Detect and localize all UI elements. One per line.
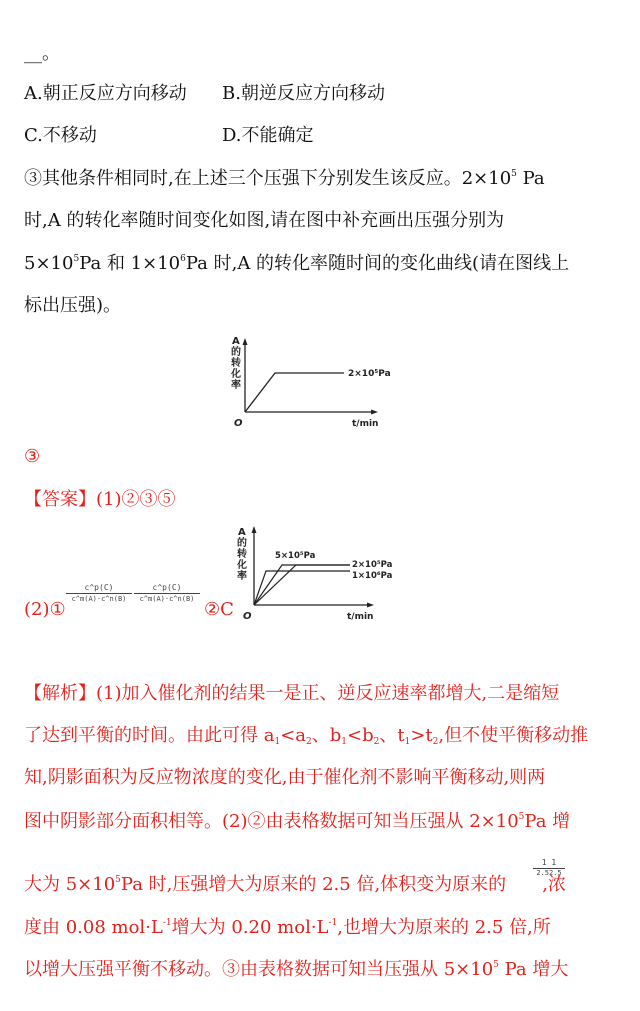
q3-line-2: 时,A 的转化率随时间变化如图,请在图中补充画出压强分别为 (24, 210, 505, 231)
answer-marker: ③ (24, 446, 41, 467)
blank-line: __。 (24, 43, 60, 64)
y-label-char: 率 (237, 571, 247, 582)
origin-label: O (234, 418, 243, 429)
curve-2e5 (245, 373, 344, 412)
x-axis-arrow (371, 410, 378, 415)
q3-line-1: ③其他条件相同时,在上述三个压强下分别发生该反应。$2\times 10^5$ Pa (24, 168, 545, 189)
curve-label-5e5: 5×10⁵Pa (275, 551, 316, 561)
answer-part2-suffix: ②C (204, 599, 234, 620)
analysis-line-1: 【解析】(1)加入催化剂的结果一是正、逆反应速率都增大,二是缩短 (24, 683, 560, 704)
q3-line-4: 标出压强)。 (24, 295, 122, 316)
fraction-one-over-two-point-five: $\frac{1 1}{2.52.5}$ (533, 858, 565, 878)
conversion-graph-answer (232, 524, 392, 628)
answer-part2-prefix: (2)① (24, 599, 66, 620)
analysis-line-6: 度由 0.08 $mol\cdot L^{-1}$增大为 0.20 $mol\cdot L^{-1}$,也增大为原来的 2.5 倍,所 (24, 917, 551, 938)
analysis-line-4: 图中阴影部分面积相等。(2)②由表格数据可知当压强从 $2\times 10^5Pa$ 增 (24, 811, 571, 832)
analysis-line-3: 知,阴影面积为反应物浓度的变化,由于催化剂不影响平衡移动,则两 (24, 767, 546, 788)
curve-1e6 (254, 571, 350, 605)
curve-label-2e5: 2×10⁵Pa (352, 560, 392, 570)
analysis-line-5: 大为 $5\times 10^5Pa$ 时,压强增大为原来的 2.5 倍,体积变为原来的 ,浓 (24, 874, 566, 895)
conversion-graph-question (226, 336, 396, 436)
curve-label-1e6: 1×10⁶Pa (352, 571, 392, 581)
y-label-char: 化 (237, 560, 247, 571)
equilibrium-constant-expression-1: $\frac{c\^{}p(C)}{c\^{}m(A)\cdot c\^{}n(B)}$ (66, 583, 132, 604)
y-label-char: 的 (231, 347, 241, 358)
option-c: C.不移动 (24, 125, 97, 146)
y-label-char: 转 (231, 358, 241, 369)
option-b: B.朝逆反应方向移动 (222, 83, 385, 104)
y-axis-arrow (252, 526, 257, 533)
option-d: D.不能确定 (222, 125, 314, 146)
analysis-line-7: 以增大压强平衡不移动。③由表格数据可知当压强从 $5\times 10^5$ Pa 增大 (24, 959, 569, 980)
q3-line-3: $5\times 10^5Pa$ 和 $1\times 10^6Pa$ 时,A 的转化率随时间的变化曲线(请在图线上 (24, 253, 570, 274)
x-axis-arrow (367, 603, 374, 608)
analysis-line-2: 了达到平衡的时间。由此可得 $a_1<a_2$、$b_1<b_2$、$t_1>t_2$,但不使平衡移动推 (24, 725, 589, 747)
origin-label: O (243, 611, 252, 622)
option-a: A.朝正反应方向移动 (24, 83, 187, 104)
y-label-char: A (238, 527, 246, 538)
x-axis-label: t/min (347, 612, 374, 622)
answer-part1: (1)②③⑤ (96, 489, 176, 510)
y-label-char: 率 (231, 380, 241, 391)
curve-label-2e5: 2×10⁵Pa (348, 369, 391, 379)
x-axis-label: t/min (352, 419, 379, 429)
y-label-char: 的 (237, 538, 247, 549)
equilibrium-constant-expression-2: $\frac{c\^{}p(C)}{c\^{}m(A)\cdot c\^{}n(B)}$ (134, 583, 200, 604)
answer-heading: 【答案】 (24, 489, 96, 510)
y-label-char: 化 (231, 369, 241, 380)
y-axis-arrow (243, 338, 248, 345)
y-label-char: A (232, 336, 240, 347)
y-label-char: 转 (237, 549, 247, 560)
answer-line-1 (24, 488, 176, 512)
